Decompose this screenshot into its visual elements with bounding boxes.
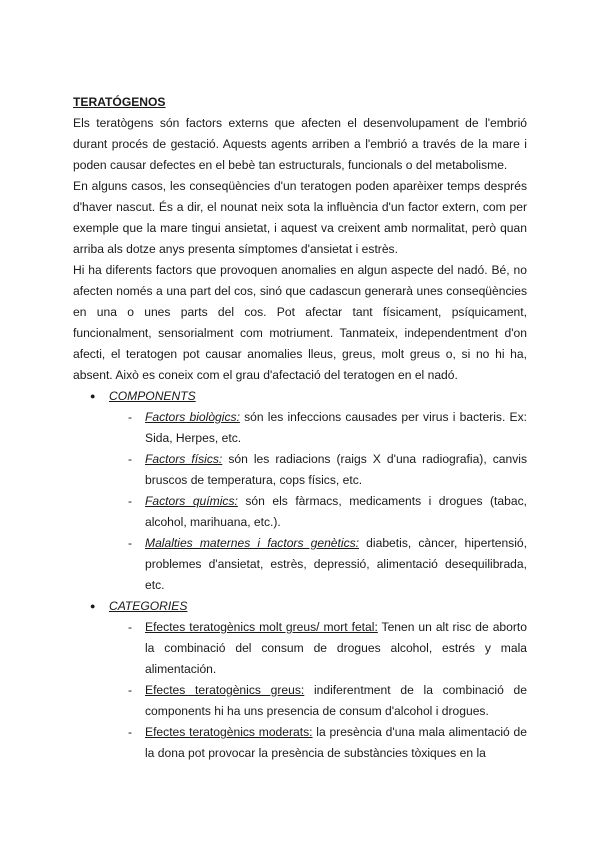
dash-marker: - — [128, 452, 133, 466]
item-text: són les radiacions (raigs X d'una radiografia), canvis bruscos de temperatura, cops físics, etc. — [145, 452, 528, 487]
item-term: Factors físics: — [145, 452, 223, 466]
section-categories — [73, 596, 527, 764]
components-list — [109, 407, 527, 596]
document-page — [73, 92, 527, 764]
list-item — [109, 449, 527, 491]
paragraph-intro: Els teratògens són factors externs que afecten el desenvolupament de l'embrió durant procés de gestació. Aquests agents arriben a l'embrió a través de la mare i poden causar defectes en el bebè tan estructurals, funcionals o del metabolisme. — [73, 116, 527, 172]
section-components — [73, 386, 527, 596]
dash-marker: - — [128, 494, 133, 508]
dash-marker: - — [128, 725, 133, 739]
dash-marker: - — [128, 620, 133, 634]
document-title: TERATÓGENOS — [73, 95, 166, 109]
categories-list — [109, 617, 527, 764]
list-item — [109, 533, 527, 596]
item-text: són les infeccions causades per virus i bacteris. Ex: Sida, Herpes, etc. — [145, 410, 527, 445]
item-term: Factors químics: — [145, 494, 238, 508]
dash-marker: - — [128, 536, 133, 550]
list-item — [109, 491, 527, 533]
section-label: COMPONENTS — [109, 389, 196, 403]
paragraph-consequences: En alguns casos, les conseqüències d'un teratogen poden aparèixer temps després d'haver nascut. És a dir, el nounat neix sota la influència d'un factor extern, com per exemple que la mare tingui ansietat, i aquest va creixent amb normalitat, però quan arriba als dotze anys presenta símptomes d'ansietat i estrès. — [73, 179, 527, 256]
list-item — [109, 680, 527, 722]
section-label: CATEGORIES — [109, 599, 188, 613]
bullet-icon: ● — [90, 601, 96, 611]
list-item — [109, 617, 527, 680]
item-text: diabetis, càncer, hipertensió, problemes d'ansietat, estrès, depressió, alimentació desequilibrada, etc. — [145, 536, 527, 592]
item-text: són els fàrmacs, medicaments i drogues (tabac, alcohol, marihuana, etc.). — [145, 494, 527, 529]
item-term: Factors biològics: — [145, 410, 240, 424]
item-term: Efectes teratogènics molt greus/ mort fetal: — [145, 620, 378, 634]
item-term: Malalties maternes i factors genètics: — [145, 536, 360, 550]
list-item — [109, 407, 527, 449]
item-text: indiferentment de la combinació de components hi ha uns presencia de consum d'alcohol i drogues. — [145, 683, 527, 718]
bullet-icon: ● — [90, 391, 96, 401]
item-term: Efectes teratogènics moderats: — [145, 725, 313, 739]
item-term: Efectes teratogènics greus: — [145, 683, 305, 697]
sections-list — [73, 386, 527, 764]
dash-marker: - — [128, 410, 133, 424]
paragraph-factors: Hi ha diferents factors que provoquen anomalies en algun aspecte del nadó. Bé, no afecten només a una part del cos, sinó que cadascun generarà unes conseqüències en una o unes parts del cos. Pot afectar tant físicament, psíquicament, funcionalment, sensorialment com motriument. Tanmateix, independentment d'on afecti, el teratogen pot causar anomalies lleus, greus, molt greus o, si no hi ha, absent. Això es coneix com el grau d'afectació del teratogen en el nadó. — [73, 263, 527, 382]
list-item — [109, 722, 527, 764]
item-text: la presència d'una mala alimentació de la dona pot provocar la presència de substàncies tòxiques en la — [145, 725, 527, 760]
item-text: Tenen un alt risc de aborto la combinació del consum de drogues alcohol, estrés y mala alimentación. — [145, 620, 527, 676]
dash-marker: - — [128, 683, 133, 697]
